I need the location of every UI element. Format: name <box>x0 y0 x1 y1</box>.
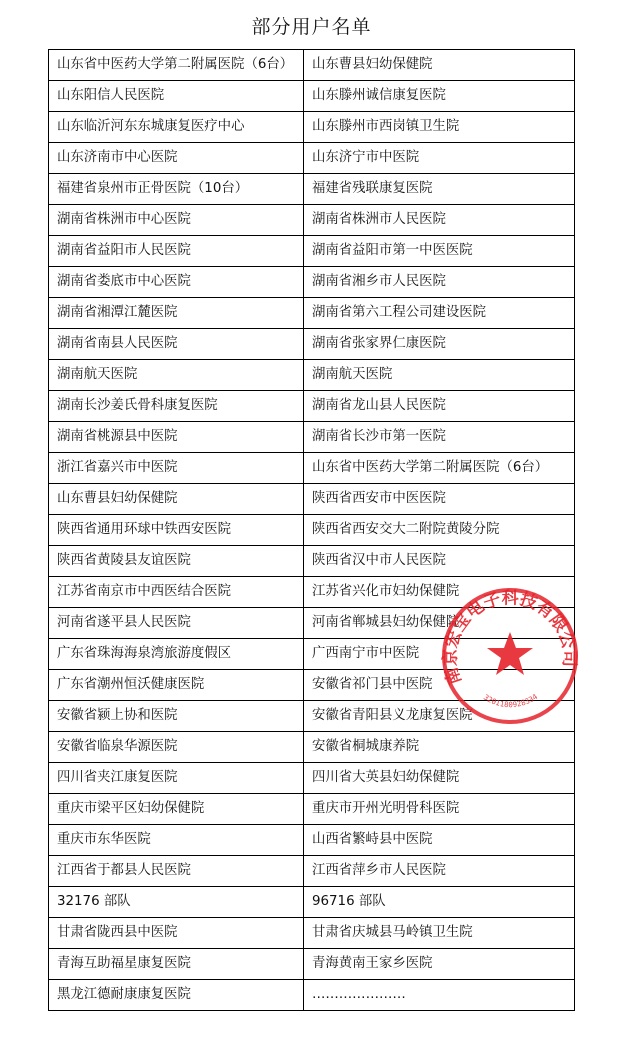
table-row <box>49 763 575 794</box>
table-row <box>49 546 575 577</box>
seal-company-name: 南京宏宝电子科技有限公司 <box>440 588 579 687</box>
user-name-left: 福建省泉州市正骨医院（10台） <box>49 174 304 205</box>
user-name-right: ………………… <box>304 980 575 1011</box>
user-name-right: 湖南省湘乡市人民医院 <box>304 267 575 298</box>
table-row <box>49 453 575 484</box>
table-row <box>49 50 575 81</box>
page-title: 部分用户名单 <box>251 16 372 38</box>
table-row <box>49 515 575 546</box>
table-row <box>49 205 575 236</box>
user-name-right: 江西省萍乡市人民医院 <box>304 856 575 887</box>
user-name-right: 安徽省祁门县中医院 <box>304 670 575 701</box>
user-name-right: 湖南省第六工程公司建设医院 <box>304 298 575 329</box>
user-name-right: 青海黄南王家乡医院 <box>304 949 575 980</box>
user-name-left: 湖南省娄底市中心医院 <box>49 267 304 298</box>
user-name-right: 江苏省兴化市妇幼保健院 <box>304 577 575 608</box>
user-name-left: 湖南省株洲市中心医院 <box>49 205 304 236</box>
user-name-right: 山东滕州诚信康复医院 <box>304 81 575 112</box>
user-name-left: 黑龙江德耐康康复医院 <box>49 980 304 1011</box>
user-name-right: 山东滕州市西岗镇卫生院 <box>304 112 575 143</box>
table-row <box>49 608 575 639</box>
table-row <box>49 81 575 112</box>
table-row <box>49 422 575 453</box>
user-name-right: 福建省残联康复医院 <box>304 174 575 205</box>
table-row <box>49 887 575 918</box>
user-list-body <box>49 50 575 1011</box>
user-name-left: 甘肃省陇西县中医院 <box>49 918 304 949</box>
user-name-right: 湖南航天医院 <box>304 360 575 391</box>
user-name-right: 安徽省桐城康养院 <box>304 732 575 763</box>
user-name-left: 湖南省南县人民医院 <box>49 329 304 360</box>
user-list-table <box>48 49 575 1011</box>
user-name-left: 广东省潮州恒沃健康医院 <box>49 670 304 701</box>
user-name-left: 重庆市东华医院 <box>49 825 304 856</box>
user-name-left: 32176 部队 <box>49 887 304 918</box>
table-row <box>49 918 575 949</box>
table-row <box>49 329 575 360</box>
user-name-left: 四川省夹江康复医院 <box>49 763 304 794</box>
table-row <box>49 670 575 701</box>
table-row <box>49 856 575 887</box>
user-name-left: 山东省中医药大学第二附属医院（6台） <box>49 50 304 81</box>
user-name-right: 湖南省龙山县人民医院 <box>304 391 575 422</box>
user-name-left: 山东曹县妇幼保健院 <box>49 484 304 515</box>
table-row <box>49 112 575 143</box>
table-row <box>49 267 575 298</box>
user-name-left: 陕西省通用环球中铁西安医院 <box>49 515 304 546</box>
table-row <box>49 639 575 670</box>
user-name-right: 山东济宁市中医院 <box>304 143 575 174</box>
table-row <box>49 701 575 732</box>
user-name-left: 江苏省南京市中西医结合医院 <box>49 577 304 608</box>
user-name-left: 江西省于都县人民医院 <box>49 856 304 887</box>
user-name-right: 重庆市开州光明骨科医院 <box>304 794 575 825</box>
user-name-left: 湖南省益阳市人民医院 <box>49 236 304 267</box>
user-name-right: 四川省大英县妇幼保健院 <box>304 763 575 794</box>
table-row <box>49 825 575 856</box>
user-name-right: 湖南省益阳市第一中医医院 <box>304 236 575 267</box>
user-name-left: 湖南长沙姜氏骨科康复医院 <box>49 391 304 422</box>
table-row <box>49 360 575 391</box>
user-name-left: 重庆市梁平区妇幼保健院 <box>49 794 304 825</box>
user-name-right: 河南省郸城县妇幼保健院 <box>304 608 575 639</box>
table-row <box>49 980 575 1011</box>
user-name-right: 湖南省株洲市人民医院 <box>304 205 575 236</box>
user-name-right: 甘肃省庆城县马岭镇卫生院 <box>304 918 575 949</box>
user-name-left: 河南省遂平县人民医院 <box>49 608 304 639</box>
user-name-left: 山东阳信人民医院 <box>49 81 304 112</box>
table-row <box>49 391 575 422</box>
user-name-left: 山东济南市中心医院 <box>49 143 304 174</box>
user-name-right: 陕西省西安市中医医院 <box>304 484 575 515</box>
table-row <box>49 794 575 825</box>
user-name-left: 安徽省临泉华源医院 <box>49 732 304 763</box>
user-name-right: 广西南宁市中医院 <box>304 639 575 670</box>
user-name-left: 湖南省桃源县中医院 <box>49 422 304 453</box>
user-name-left: 浙江省嘉兴市中医院 <box>49 453 304 484</box>
user-name-right: 山东省中医药大学第二附属医院（6台） <box>304 453 575 484</box>
table-row <box>49 732 575 763</box>
user-name-left: 山东临沂河东东城康复医疗中心 <box>49 112 304 143</box>
table-row <box>49 143 575 174</box>
user-name-right: 陕西省西安交大二附院黄陵分院 <box>304 515 575 546</box>
user-name-left: 青海互助福星康复医院 <box>49 949 304 980</box>
user-name-right: 山西省繁峙县中医院 <box>304 825 575 856</box>
table-row <box>49 174 575 205</box>
table-row <box>49 577 575 608</box>
user-name-right: 96716 部队 <box>304 887 575 918</box>
user-name-left: 湖南航天医院 <box>49 360 304 391</box>
user-name-right: 湖南省长沙市第一医院 <box>304 422 575 453</box>
user-name-right: 陕西省汉中市人民医院 <box>304 546 575 577</box>
user-name-left: 湖南省湘潭江麓医院 <box>49 298 304 329</box>
user-name-right: 湖南省张家界仁康医院 <box>304 329 575 360</box>
table-row <box>49 949 575 980</box>
user-name-left: 广东省珠海海泉湾旅游度假区 <box>49 639 304 670</box>
table-row <box>49 484 575 515</box>
user-name-left: 安徽省颍上协和医院 <box>49 701 304 732</box>
table-row <box>49 236 575 267</box>
user-name-right: 山东曹县妇幼保健院 <box>304 50 575 81</box>
table-row <box>49 298 575 329</box>
user-name-right: 安徽省青阳县义龙康复医院 <box>304 701 575 732</box>
user-name-left: 陕西省黄陵县友谊医院 <box>49 546 304 577</box>
seal-code: 3201180928334 <box>481 692 540 710</box>
